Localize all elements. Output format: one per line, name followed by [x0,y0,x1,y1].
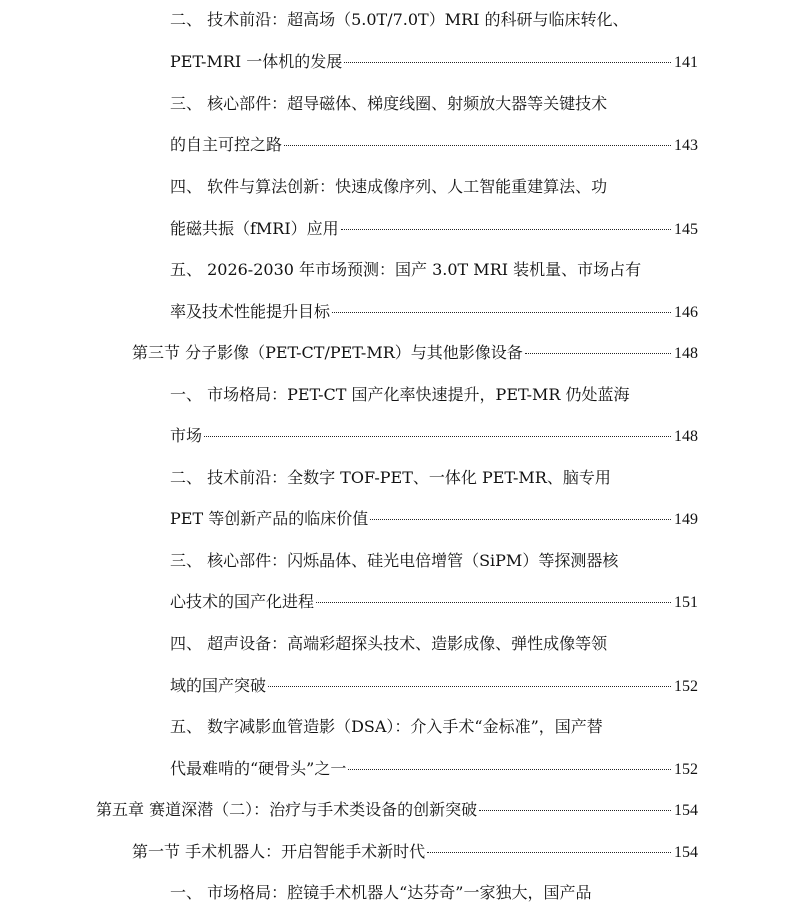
toc-entry [170,216,698,242]
toc-page-number: 154 [674,802,698,819]
toc-page-number: 145 [674,221,698,238]
toc-page-number: 154 [674,844,698,861]
toc-entry [170,257,641,283]
dot-leader [284,145,671,146]
toc-entry [170,174,607,200]
toc-section-entry [132,340,698,366]
toc-entry-text: 的自主可控之路 [170,135,283,154]
toc-entry [170,631,607,657]
toc-entry-text: 五、 2026-2030 年市场预测：国产 3.0T MRI 装机量、市场占有 [170,260,642,279]
toc-page-number: 149 [674,511,698,528]
toc-entry [170,423,698,449]
toc-entry-text: 四、 超声设备：高端彩超探头技术、造影成像、弹性成像等领 [170,634,608,653]
toc-entry-text: 第三节 分子影像（PET-CT/PET-MR）与其他影像设备 [132,343,523,362]
toc-entry [170,382,630,408]
toc-entry-text: 第一节 手术机器人：开启智能手术新时代 [132,842,426,861]
toc-entry [170,465,611,491]
toc-entry [170,880,591,906]
toc-entry-text: 一、 市场格局：腔镜手术机器人“达芬奇”一家独大，国产品 [170,883,592,902]
toc-chapter-entry [96,797,698,823]
toc-entry [170,673,698,699]
toc-entry-text: 第五章 赛道深潜（二）：治疗与手术类设备的创新突破 [96,800,478,819]
toc-entry-text: 二、 技术前沿：全数字 TOF-PET、一体化 PET-MR、脑专用 [170,468,611,487]
dot-leader [344,62,671,63]
toc-entry-text: PET 等创新产品的临床价值 [170,509,369,528]
dot-leader [268,686,671,687]
dot-leader [525,353,671,354]
toc-page-number: 148 [674,345,698,362]
toc-entry [170,506,698,532]
toc-entry [170,756,698,782]
toc-page-number: 146 [674,304,698,321]
dot-leader [427,852,671,853]
toc-page-number: 141 [674,54,698,71]
toc-entry-text: 三、 核心部件：超导磁体、梯度线圈、射频放大器等关键技术 [170,94,608,113]
toc-entry-text: 三、 核心部件：闪烁晶体、硅光电倍增管（SiPM）等探测器核 [170,551,619,570]
dot-leader [479,810,671,811]
toc-page-number: 143 [674,137,698,154]
toc-page-number: 152 [674,761,698,778]
dot-leader [348,769,671,770]
dot-leader [341,229,671,230]
toc-page-number: 151 [674,594,698,611]
toc-entry-text: 域的国产突破 [170,676,267,695]
toc-entry [170,132,698,158]
toc-entry [170,7,629,33]
dot-leader [332,312,671,313]
toc-entry-text: 市场 [170,426,203,445]
toc-entry [170,49,698,75]
toc-entry-text: 五、 数字减影血管造影（DSA）：介入手术“金标准”，国产替 [170,717,603,736]
toc-entry-text: 心技术的国产化进程 [170,592,315,611]
dot-leader [370,519,671,520]
toc-entry-text: 代最难啃的“硬骨头”之一 [170,759,347,778]
toc-entry-text: 四、 软件与算法创新：快速成像序列、人工智能重建算法、功 [170,177,608,196]
dot-leader [204,436,671,437]
toc-entry-text: 一、 市场格局：PET-CT 国产化率快速提升，PET-MR 仍处蓝海 [170,385,630,404]
toc-entry [170,589,698,615]
dot-leader [316,602,671,603]
toc-page-number: 148 [674,428,698,445]
toc-entry-text: 二、 技术前沿：超高场（5.0T/7.0T）MRI 的科研与临床转化、 [170,10,629,29]
toc-page-number: 152 [674,678,698,695]
toc-entry [170,714,603,740]
toc-entry [170,91,607,117]
toc-entry-text: 率及技术性能提升目标 [170,302,331,321]
toc-entry [170,548,618,574]
toc-entry-text: 能磁共振（fMRI）应用 [170,219,339,238]
toc-entry [170,299,698,325]
toc-entry-text: PET-MRI 一体机的发展 [170,52,343,71]
toc-section-entry [132,839,698,865]
